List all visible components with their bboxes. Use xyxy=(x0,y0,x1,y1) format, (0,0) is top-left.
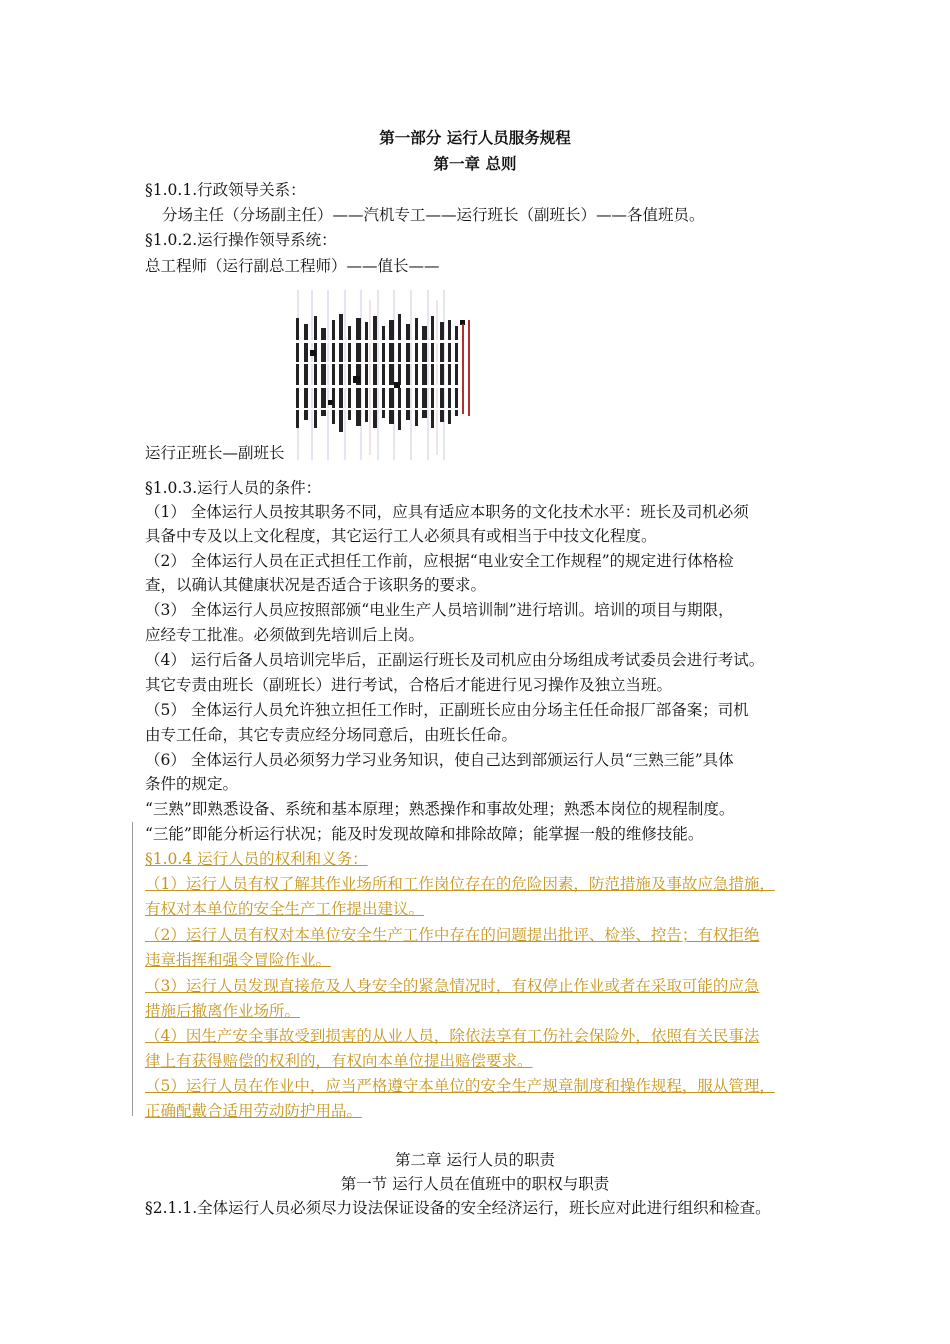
revision-change-bar xyxy=(132,822,133,1116)
s104-line: 有权对本单位的安全生产工作提出建议。 xyxy=(145,900,425,918)
s103-line: （1） 全体运行人员按其职务不同，应具有适应本职务的文化技术水平：班长及司机必须 xyxy=(145,503,749,521)
s103-line: 应经专工批准。必须做到先培训后上岗。 xyxy=(145,626,425,644)
s103-line: （3） 全体运行人员应按照部颁“电业生产人员培训制”进行培训。培训的项目与期限， xyxy=(145,601,734,619)
s104-line: （2）运行人员有权对本单位安全生产工作中存在的问题提出批评、检举、控告；有权拒绝 xyxy=(145,926,760,944)
s103-line: 由专工任命，其它专责应经分场同意后，由班长任命。 xyxy=(145,726,518,744)
s103-line: （4） 运行后备人员培训完毕后，正副运行班长及司机应由分场组成考试委员会进行考试。 xyxy=(145,651,765,669)
part-title: 第一部分 运行人员服务规程 xyxy=(379,129,571,147)
s104-line: 律上有获得赔偿的权利的，有权向本单位提出赔偿要求。 xyxy=(145,1052,533,1070)
s103-line: （6） 全体运行人员必须努力学习业务知识，使自己达到部颁运行人员“三熟三能”具体 xyxy=(145,751,734,769)
s102-body: 总工程师（运行副总工程师）——值长—— xyxy=(145,257,440,275)
s104-line: 违章指挥和强令冒险作业。 xyxy=(145,951,332,969)
chapter1-title: 第一章 总则 xyxy=(433,155,517,173)
s211-text: §2.1.1.全体运行人员必须尽力设法保证设备的安全经济运行，班长应对此进行组织和检查。 xyxy=(145,1199,771,1217)
s104-line: （5）运行人员在作业中，应当严格遵守本单位的安全生产规章制度和操作规程，服从管理， xyxy=(145,1077,775,1095)
s103-line: （5） 全体运行人员允许独立担任工作时，正副班长应由分场主任任命报厂部备案；司机 xyxy=(145,701,749,719)
section1-title: 第一节 运行人员在值班中的职权与职责 xyxy=(340,1175,610,1193)
s102-heading: §1.0.2.运行操作领导系统： xyxy=(145,231,337,249)
s103-line: 条件的规定。 xyxy=(145,775,239,793)
s103-line: “三熟”即熟悉设备、系统和基本原理；熟悉操作和事故处理；熟悉本岗位的规程制度。 xyxy=(145,800,735,818)
s103-line: 具备中专及以上文化程度，其它运行工人必须具有或相当于中技文化程度。 xyxy=(145,527,657,545)
s104-line: 措施后撤离作业场所。 xyxy=(145,1002,301,1020)
s104-line: 正确配戴合适用劳动防护用品。 xyxy=(145,1102,363,1120)
s104-line: （4）因生产安全事故受到损害的从业人员，除依法享有工伤社会保险外，依照有关民事法 xyxy=(145,1027,760,1045)
s104-line: （3）运行人员发现直接危及人身安全的紧急情况时，有权停止作业或者在采取可能的应急 xyxy=(145,977,760,995)
s104-heading: §1.0.4 运行人员的权利和义务： xyxy=(145,850,368,868)
s102-tail: 运行正班长—副班长 xyxy=(145,444,285,462)
s101-body: 分场主任（分场副主任）——汽机专工——运行班长（副班长）——各值班员。 xyxy=(162,206,705,224)
s101-heading: §1.0.1.行政领导关系： xyxy=(145,181,306,199)
s103-line: 查，以确认其健康状况是否适合于该职务的要求。 xyxy=(145,576,487,594)
s103-line: 其它专责由班长（副班长）进行考试，合格后才能进行见习操作及独立当班。 xyxy=(145,676,673,694)
s103-line: “三能”即能分析运行状况；能及时发现故障和排除故障；能掌握一般的维修技能。 xyxy=(145,825,704,843)
s103-heading: §1.0.3.运行人员的条件： xyxy=(145,479,322,497)
chapter2-title: 第二章 运行人员的职责 xyxy=(395,1151,555,1169)
corrupted-org-chart-image xyxy=(290,290,475,460)
s104-line: （1）运行人员有权了解其作业场所和工作岗位存在的危险因素，防范措施及事故应急措施， xyxy=(145,875,775,893)
s103-line: （2） 全体运行人员在正式担任工作前，应根据“电业安全工作规程”的规定进行体格检 xyxy=(145,552,734,570)
